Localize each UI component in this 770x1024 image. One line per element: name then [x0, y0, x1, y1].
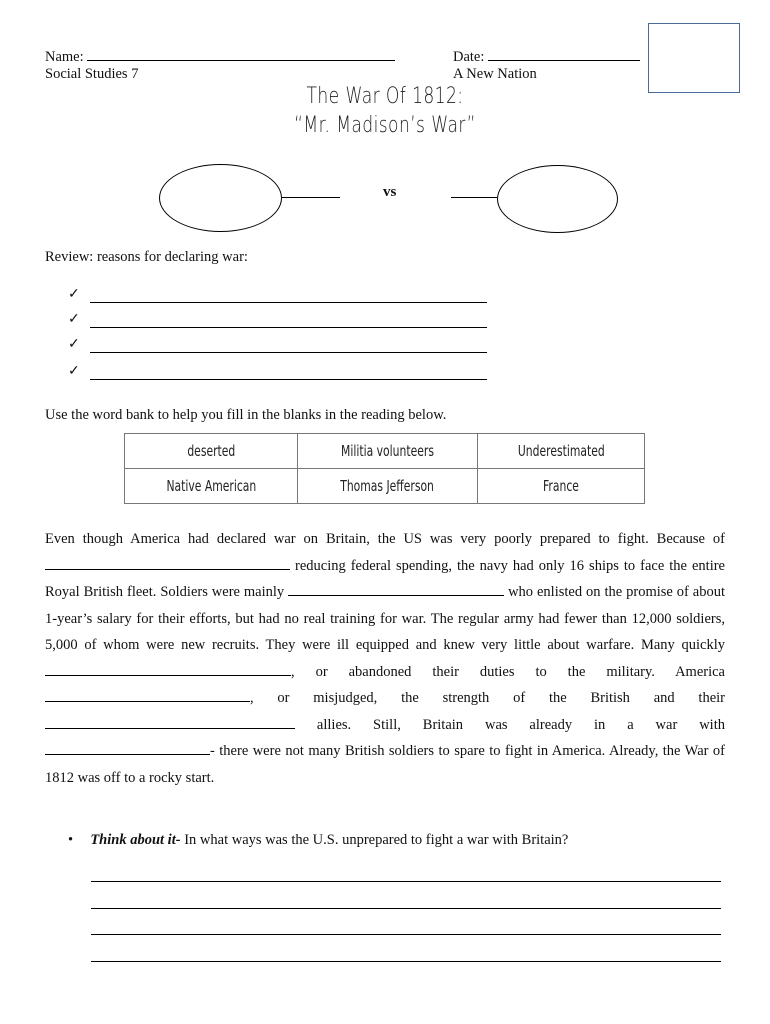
name-field[interactable]: [45, 49, 395, 66]
answer-blank[interactable]: [90, 369, 487, 380]
word-bank-cell: Thomas Jefferson: [297, 469, 477, 504]
answer-line[interactable]: [91, 908, 721, 909]
reading-text: reducing federal spending, the navy had only 16 ships to face the entire Royal British fleet. Soldiers were mainly: [45, 557, 725, 600]
name-blank[interactable]: [87, 50, 395, 61]
date-label: Date:: [453, 49, 485, 65]
word-bank-cell: Native American: [125, 469, 298, 504]
reading-text: allies. Still, Britain was already in a war with: [295, 716, 725, 733]
word-bank-cell: Underestimated: [477, 434, 644, 469]
answer-line[interactable]: [91, 961, 721, 962]
versus-label: vs: [383, 184, 397, 200]
word-bank-cell: France: [477, 469, 644, 504]
check-icon: ✓: [68, 312, 80, 327]
right-oval[interactable]: [497, 165, 618, 233]
think-question: In what ways was the U.S. unprepared to fight a war with Britain?: [180, 832, 569, 848]
think-label: Think about it-: [90, 832, 181, 848]
left-oval[interactable]: [159, 164, 282, 232]
answer-line[interactable]: [91, 934, 721, 935]
answer-blank[interactable]: [90, 292, 487, 303]
name-label: Name:: [45, 49, 84, 65]
word-bank-cell: deserted: [125, 434, 298, 469]
reading-text: , or abandoned their duties to the military. America: [291, 663, 725, 680]
date-field[interactable]: [453, 49, 640, 66]
fill-blank-5[interactable]: [45, 716, 295, 729]
check-icon: ✓: [68, 337, 80, 352]
review-line[interactable]: [68, 311, 487, 328]
unit-label: A New Nation: [453, 66, 537, 82]
word-bank-table: [124, 433, 645, 504]
answer-blank[interactable]: [90, 342, 487, 353]
review-line[interactable]: [68, 363, 487, 380]
class-label: Social Studies 7: [45, 66, 139, 82]
reading-passage: [45, 526, 725, 791]
left-connector: [282, 197, 340, 198]
word-bank-instructions: Use the word bank to help you fill in the blanks in the reading below.: [45, 407, 447, 423]
fill-blank-2[interactable]: [288, 583, 504, 596]
worksheet-subtitle: “Mr. Madison’s War”: [294, 113, 476, 138]
reading-text: who enlisted on the promise of about 1-year’s salary for their efforts, but had no real training for war. The regular army had fewer than 12,000 soldiers, 5,000 of whom were new recruits. They were ill equipped and knew very little about warfare. Many quickly: [45, 584, 726, 653]
review-line[interactable]: [68, 336, 487, 353]
reading-text: - there were not many British soldiers to spare to fight in America. Already, the War of 1812 was off to a rocky start.: [45, 743, 725, 786]
check-icon: ✓: [68, 364, 80, 379]
word-bank-row: [125, 469, 645, 504]
review-prompt: Review: reasons for declaring war:: [45, 249, 248, 265]
review-line[interactable]: [68, 286, 487, 303]
bullet-icon: •: [68, 832, 74, 848]
answer-line[interactable]: [91, 881, 721, 882]
reading-text: , or misjudged, the strength of the British and their: [250, 690, 725, 706]
word-bank-row: [125, 434, 645, 469]
fill-blank-6[interactable]: [45, 742, 210, 755]
fill-blank-3[interactable]: [45, 663, 291, 676]
check-icon: ✓: [68, 287, 80, 302]
word-bank-cell: Militia volunteers: [297, 434, 477, 469]
worksheet-title: The War Of 1812:: [306, 84, 464, 109]
reading-text: Even though America had declared war on Britain, the US was very poorly prepared to fight. Because of: [45, 531, 725, 547]
fill-blank-1[interactable]: [45, 557, 290, 570]
answer-blank[interactable]: [90, 317, 487, 328]
right-connector: [451, 197, 497, 198]
score-box: [648, 23, 740, 93]
fill-blank-4[interactable]: [45, 689, 250, 702]
think-about-it: [68, 832, 568, 849]
date-blank[interactable]: [488, 50, 640, 61]
